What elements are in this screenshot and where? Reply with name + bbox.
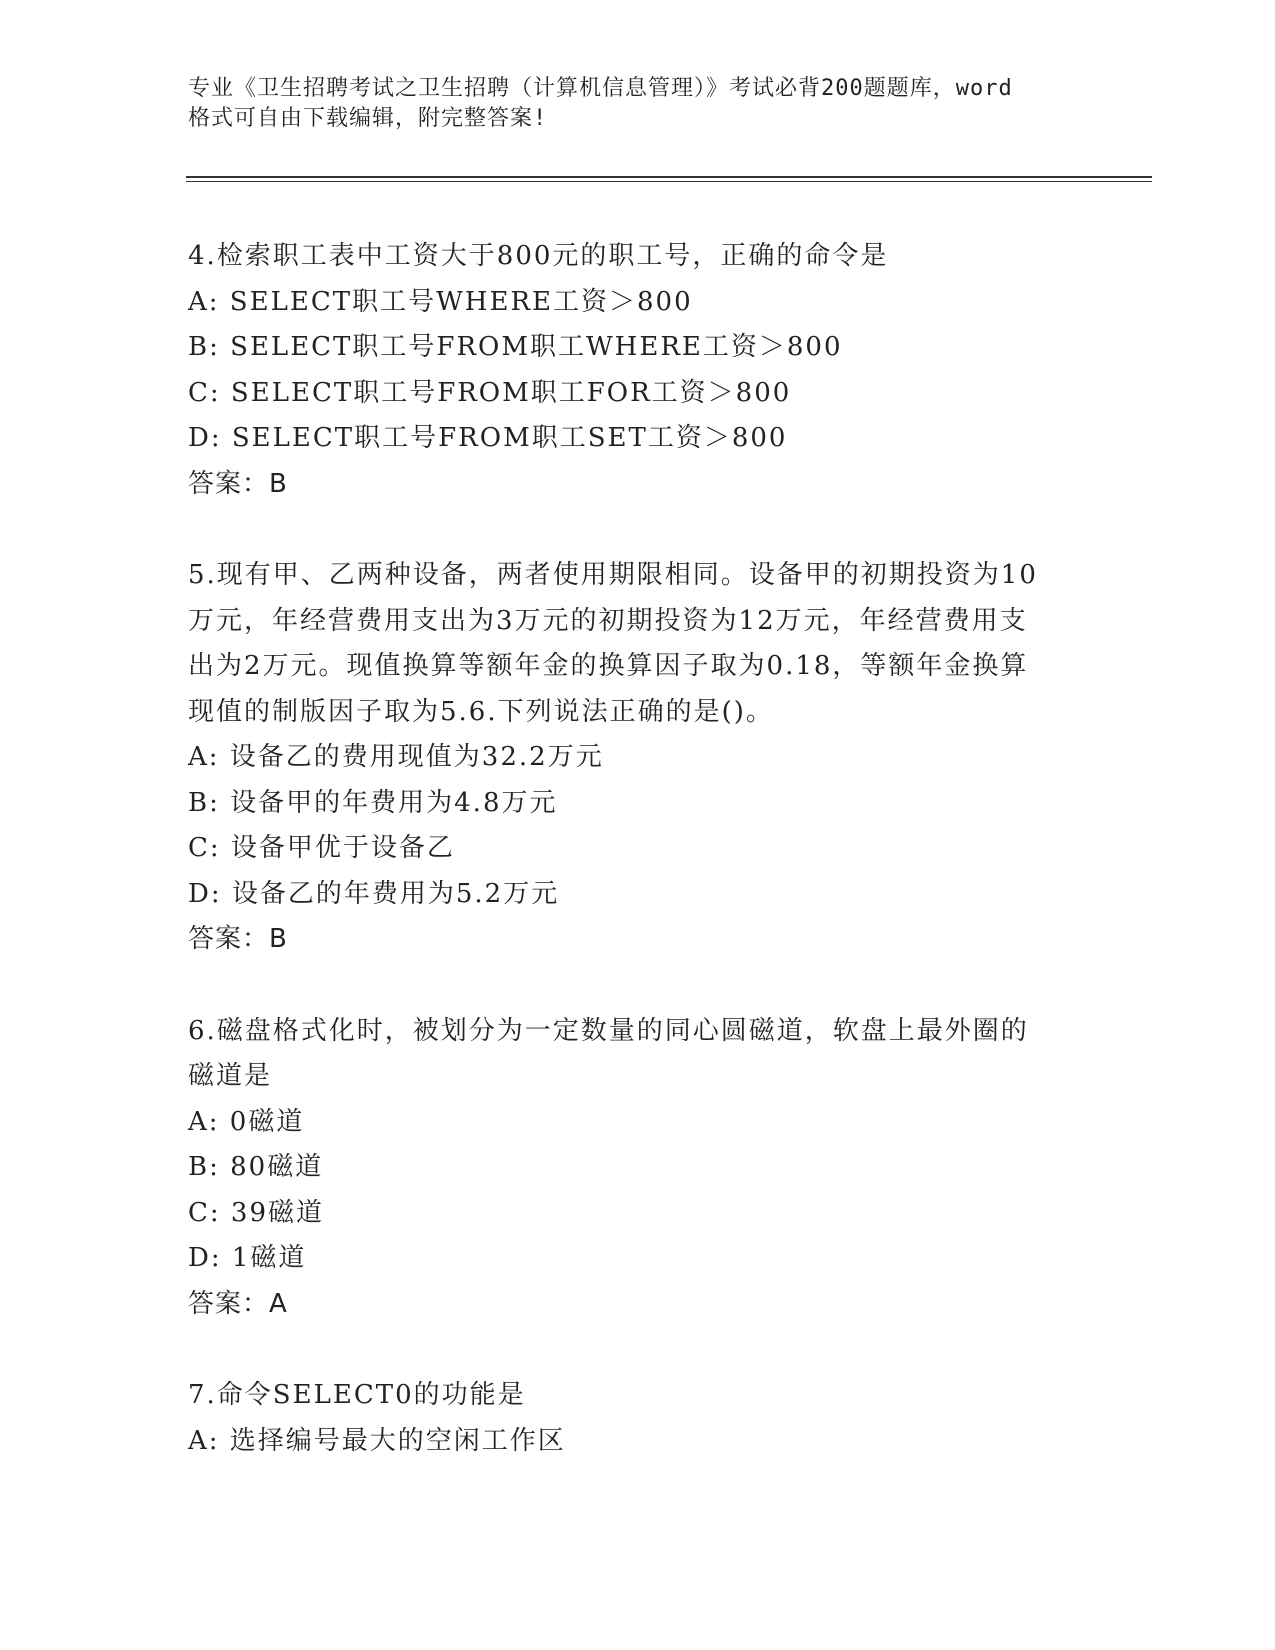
header-divider-thick (186, 176, 1152, 178)
question-item (188, 234, 1088, 507)
option-d: D: SELECT职工号FROM职工SET工资＞800 (188, 423, 788, 453)
question-item (188, 553, 1088, 963)
option-c: C: 设备甲优于设备乙 (188, 833, 455, 863)
question-stem: 出为2万元。现值换算等额年金的换算因子取为0.18，等额年金换算 (188, 651, 1029, 681)
option-c: C: SELECT职工号FROM职工FOR工资＞800 (188, 377, 792, 408)
option-d: D: 设备乙的年费用为5.2万元 (188, 878, 560, 909)
option-a: A: 设备乙的费用现值为32.2万元 (188, 742, 604, 772)
option-a: A: 选择编号最大的空闲工作区 (188, 1425, 566, 1456)
option-c: C: 39磁道 (188, 1197, 325, 1228)
question-item (188, 1373, 1088, 1464)
question-stem: 现值的制版因子取为5.6.下列说法正确的是()。 (188, 696, 774, 727)
question-item (188, 1009, 1088, 1328)
answer-line: 答案：A (188, 1288, 288, 1319)
question-list (188, 234, 1088, 1510)
document-header (188, 74, 1088, 134)
header-divider-thin (186, 181, 1152, 182)
header-title-line-2: 格式可自由下载编辑，附完整答案! (188, 106, 548, 131)
answer-line: 答案：B (188, 924, 288, 954)
question-stem: 7.命令SELECT0的功能是 (188, 1380, 526, 1410)
option-b: B: 80磁道 (188, 1152, 324, 1182)
question-stem: 万元，年经营费用支出为3万元的初期投资为12万元，年经营费用支 (188, 605, 1028, 636)
question-stem: 6.磁盘格式化时，被划分为一定数量的同心圆磁道，软盘上最外圈的 (188, 1015, 1029, 1046)
option-a: A: SELECT职工号WHERE工资＞800 (188, 286, 693, 317)
answer-line: 答案：B (188, 468, 288, 499)
question-stem: 4.检索职工表中工资大于800元的职工号，正确的命令是 (188, 241, 889, 271)
option-d: D: 1磁道 (188, 1243, 307, 1273)
question-stem: 磁道是 (188, 1061, 273, 1091)
option-b: B: 设备甲的年费用为4.8万元 (188, 787, 558, 818)
option-a: A: 0磁道 (188, 1106, 305, 1137)
question-stem: 5.现有甲、乙两种设备，两者使用期限相同。设备甲的初期投资为10 (188, 560, 1038, 590)
header-title-line-1: 专业《卫生招聘考试之卫生招聘（计算机信息管理）》考试必背200题题库，word (188, 76, 1013, 101)
option-b: B: SELECT职工号FROM职工WHERE工资＞800 (188, 332, 843, 362)
